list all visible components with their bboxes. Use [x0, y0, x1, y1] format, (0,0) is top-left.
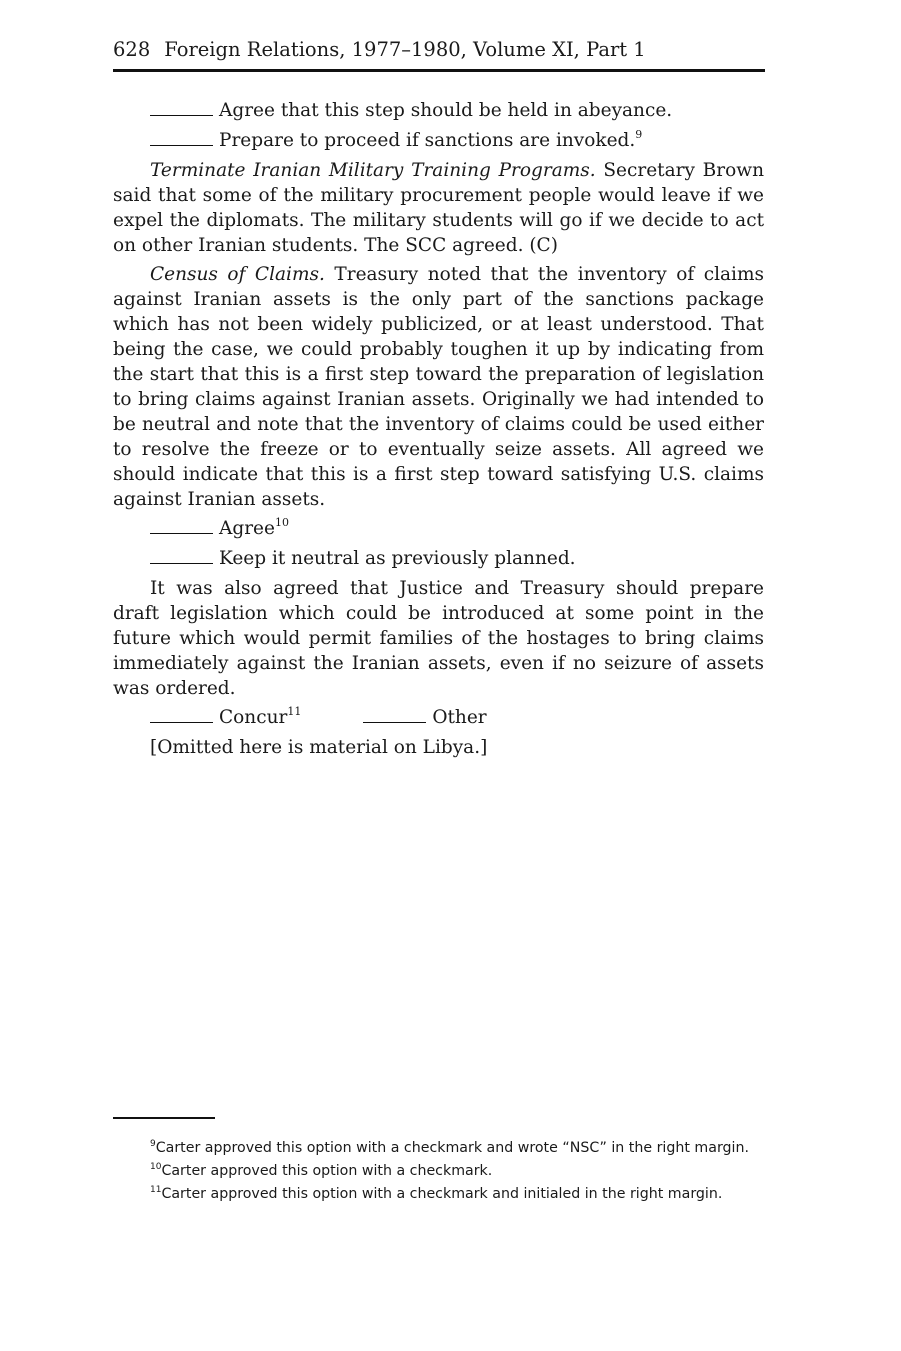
option-agree	[113, 516, 764, 541]
option-neutral	[113, 546, 764, 571]
paragraph-heading: Terminate Iranian Military Training Programs.	[150, 160, 596, 181]
footnote-10	[113, 1161, 764, 1181]
option-prepare	[113, 128, 764, 153]
footnote-11	[113, 1184, 764, 1204]
paragraph-text: It was also agreed that Justice and Treasury should prepare draft legislation which could be introduced at some point in the future which would permit families of the hostages to bring claims immediately against the Iranian assets, even if no seizure of assets was ordered.	[113, 578, 764, 699]
page-number: 628	[113, 38, 151, 61]
footnote-number: 11	[150, 1185, 162, 1195]
paragraph-draft-legislation	[113, 576, 764, 701]
blank-line	[363, 707, 426, 723]
footnote-rule	[113, 1117, 215, 1119]
paragraph-text: Secretary Brown said that some of the military procurement people would leave if we expel the diplomats. The military students will go if we decide to act on other Iranian students. The SCC agreed. (C)	[113, 160, 764, 256]
blank-line	[150, 707, 213, 723]
option-label: Agree that this step should be held in abeyance.	[219, 100, 673, 121]
footnote-9	[113, 1138, 764, 1158]
running-head	[113, 36, 764, 64]
footnote-text: Carter approved this option with a checkmark and initialed in the right margin.	[161, 1186, 723, 1202]
running-title: Foreign Relations, 1977–1980, Volume XI, Part 1	[164, 38, 646, 61]
blank-line	[150, 518, 213, 534]
blank-line	[150, 130, 213, 146]
blank-line	[150, 100, 213, 116]
option-label: Keep it neutral as previously planned.	[219, 548, 576, 569]
paragraph-military-training	[113, 158, 764, 258]
paragraph-heading: Census of Claims.	[150, 264, 325, 285]
footnote-text: Carter approved this option with a checkmark and wrote “NSC” in the right margin.	[155, 1140, 749, 1156]
body-text	[113, 98, 764, 760]
paragraph-text: Treasury noted that the inventory of claims against Iranian assets is the only part of the sanctions package which has not been widely publicized, or at least understood. That being the case, we could probably toughen it up by indicating from the start that this is a first step toward the preparation of legislation to bring claims against Iranian assets. Originally we had intended to be neutral and note that the inventory of claims could be used either to resolve the freeze or to eventually seize assets. All agreed we should indicate that this is a first step toward satisfying U.S. claims against Iranian assets.	[113, 264, 764, 510]
footnote-text: Carter approved this option with a checkmark.	[161, 1163, 493, 1179]
footnote-ref[interactable]: 10	[274, 516, 289, 529]
footnote-ref[interactable]: 9	[635, 128, 643, 141]
paragraph-census-claims	[113, 262, 764, 512]
option-abeyance	[113, 98, 764, 123]
option-label: Prepare to proceed if sanctions are invoked.	[219, 130, 636, 151]
option-concur-other	[113, 705, 764, 730]
option-label: Agree	[219, 518, 275, 539]
option-other-label: Other	[432, 707, 487, 728]
blank-line	[150, 548, 213, 564]
header-rule	[113, 69, 765, 72]
footnote-number: 10	[150, 1162, 162, 1172]
editorial-note: [Omitted here is material on Libya.]	[150, 737, 488, 758]
footnote-ref[interactable]: 11	[287, 705, 302, 718]
option-concur-label: Concur	[219, 707, 288, 728]
footnote-number: 9	[150, 1139, 156, 1149]
footnotes	[113, 1138, 764, 1207]
